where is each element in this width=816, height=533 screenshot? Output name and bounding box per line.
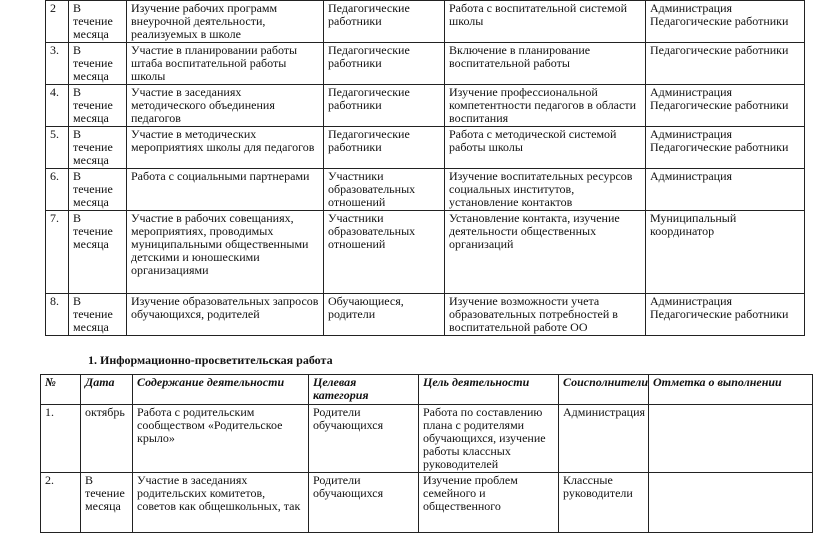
row-number: 4. — [46, 85, 69, 127]
row-date: В течение месяца — [69, 43, 127, 85]
header-goal: Цель деятельности — [419, 375, 559, 405]
row-goal: Изучение возможности учета образовательных потребностей в воспитательной работе ОО — [445, 294, 646, 336]
row-partners: Классные руководители — [559, 473, 649, 533]
row-category: Педагогические работники — [324, 43, 445, 85]
header-mark: Отметка о выполнении — [649, 375, 813, 405]
row-partners: Педагогические работники — [646, 43, 805, 85]
row-content: Работа с социальными партнерами — [127, 169, 324, 211]
row-date: В течение месяца — [69, 169, 127, 211]
row-content: Участие в методических мероприятиях школы для педагогов — [127, 127, 324, 169]
table-row — [46, 1, 805, 43]
activity-table-continued — [45, 0, 805, 336]
table-row — [46, 127, 805, 169]
row-mark — [649, 405, 813, 473]
row-date: В течение месяца — [69, 211, 127, 294]
row-number: 8. — [46, 294, 69, 336]
row-content: Работа с родительским сообществом «Родительское крыло» — [133, 405, 309, 473]
table-row — [46, 85, 805, 127]
table-header-row — [41, 375, 813, 405]
row-partners: Администрация Педагогические работники — [646, 1, 805, 43]
row-date: октябрь — [81, 405, 133, 473]
header-partners: Соисполнители — [559, 375, 649, 405]
row-number: 2. — [41, 473, 81, 533]
row-date: В течение месяца — [69, 127, 127, 169]
row-category: Родители обучающихся — [309, 405, 419, 473]
row-partners: Администрация Педагогические работники — [646, 294, 805, 336]
row-goal: Работа по составлению плана с родителями обучающихся, изучение работы классных руководителей — [419, 405, 559, 473]
row-category: Педагогические работники — [324, 1, 445, 43]
row-number: 5. — [46, 127, 69, 169]
row-partners: Администрация Педагогические работники — [646, 85, 805, 127]
row-content: Участие в заседаниях методического объединения педагогов — [127, 85, 324, 127]
row-category: Родители обучающихся — [309, 473, 419, 533]
row-date: В течение месяца — [69, 85, 127, 127]
row-goal: Работа с воспитательной системой школы — [445, 1, 646, 43]
info-work-table — [40, 374, 813, 533]
row-category: Участники образовательных отношений — [324, 169, 445, 211]
row-content: Участие в рабочих совещаниях, мероприятиях, проводимых муниципальными общественными детскими и юношескими организациями — [127, 211, 324, 294]
row-partners: Муниципальный координатор — [646, 211, 805, 294]
row-number: 1. — [41, 405, 81, 473]
row-category: Участники образовательных отношений — [324, 211, 445, 294]
row-goal: Установление контакта, изучение деятельности общественных организаций — [445, 211, 646, 294]
row-category: Педагогические работники — [324, 85, 445, 127]
row-content: Участие в заседаниях родительских комитетов, советов как общешкольных, так — [133, 473, 309, 533]
row-category: Педагогические работники — [324, 127, 445, 169]
row-partners: Администрация — [559, 405, 649, 473]
table-row — [46, 43, 805, 85]
header-date: Дата — [81, 375, 133, 405]
section-heading: 1. Информационно-просветительская работа — [88, 353, 333, 367]
table-row — [46, 169, 805, 211]
row-content: Участие в планировании работы штаба воспитательной работы школы — [127, 43, 324, 85]
header-category: Целевая категория — [309, 375, 419, 405]
header-number: № — [41, 375, 81, 405]
table-row — [41, 473, 813, 533]
row-number: 6. — [46, 169, 69, 211]
row-number: 3. — [46, 43, 69, 85]
table-row — [46, 211, 805, 294]
row-goal: Изучение проблем семейного и общественного — [419, 473, 559, 533]
row-goal: Включение в планирование воспитательной работы — [445, 43, 646, 85]
header-content: Содержание деятельности — [133, 375, 309, 405]
row-date: В течение месяца — [81, 473, 133, 533]
row-date: В течение месяца — [69, 294, 127, 336]
row-date: В течение месяца — [69, 1, 127, 43]
row-content: Изучение рабочих программ внеурочной деятельности, реализуемых в школе — [127, 1, 324, 43]
row-goal: Работа с методической системой работы школы — [445, 127, 646, 169]
table-row — [41, 405, 813, 473]
row-number: 7. — [46, 211, 69, 294]
row-partners: Администрация Педагогические работники — [646, 127, 805, 169]
row-goal: Изучение профессиональной компетентности педагогов в области воспитания — [445, 85, 646, 127]
row-partners: Администрация — [646, 169, 805, 211]
row-content: Изучение образовательных запросов обучающихся, родителей — [127, 294, 324, 336]
row-category: Обучающиеся, родители — [324, 294, 445, 336]
table-row — [46, 294, 805, 336]
row-goal: Изучение воспитательных ресурсов социальных институтов, установление контактов — [445, 169, 646, 211]
row-number: 2 — [46, 1, 69, 43]
row-mark — [649, 473, 813, 533]
